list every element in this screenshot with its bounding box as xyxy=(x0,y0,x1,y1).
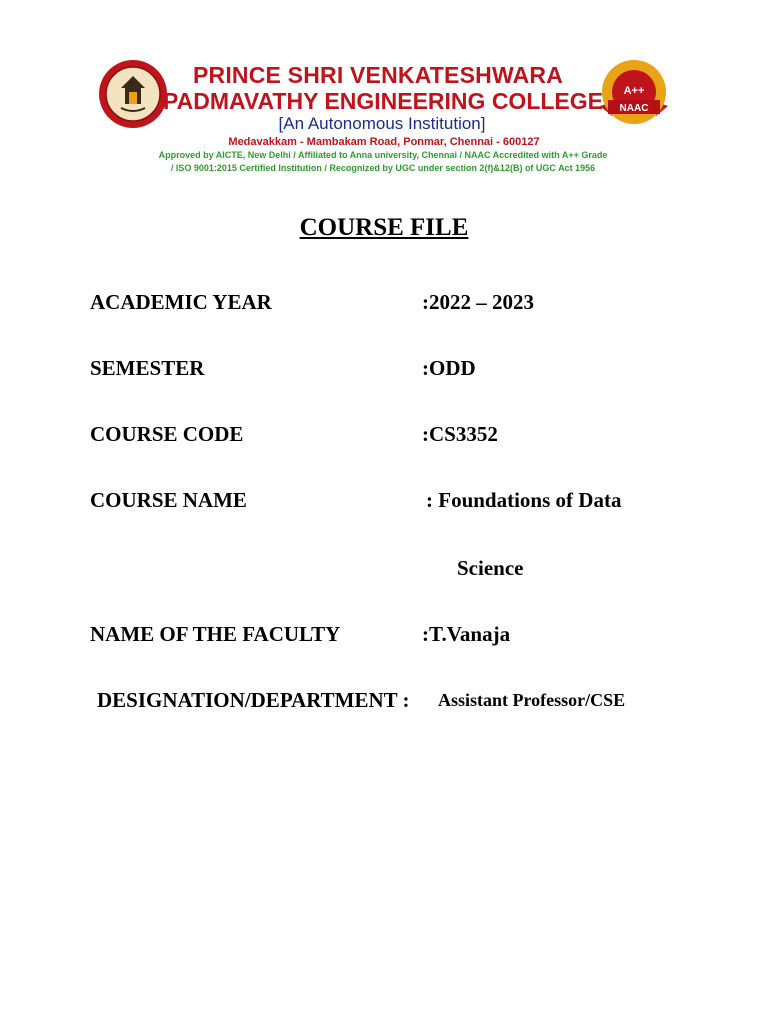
course-name-value-continued: Science xyxy=(457,556,524,580)
designation-value: Assistant Professor/CSE xyxy=(438,690,626,710)
college-address: Medavakkam - Mambakam Road, Ponmar, Chennai - 600127 xyxy=(228,136,540,148)
college-name-line1: PRINCE SHRI VENKATESHWARA xyxy=(192,62,564,88)
course-name-value: : Foundations of Data xyxy=(426,488,622,512)
faculty-name-label: NAME OF THE FACULTY xyxy=(90,622,341,646)
naac-badge-icon xyxy=(594,56,674,132)
course-code-value: :CS3352 xyxy=(422,422,498,446)
semester-value: :ODD xyxy=(422,356,476,380)
college-name-line2: PADMAVATHY ENGINEERING COLLEGE xyxy=(162,88,603,114)
faculty-name-value: :T.Vanaja xyxy=(422,622,511,646)
badge-grade: A++ xyxy=(623,85,645,97)
college-accreditation-line1: Approved by AICTE, New Delhi / Affiliated to Anna university, Chennai / NAAC Accredited with A++ Grade xyxy=(158,150,608,160)
page-title: COURSE FILE xyxy=(299,214,469,241)
college-accreditation-line2: / ISO 9001:2015 Certified Institution / Recognized by UGC under section 2(f)&12(B) of UGC Act 1956 xyxy=(170,163,596,173)
designation-label: DESIGNATION/DEPARTMENT : xyxy=(97,688,410,712)
course-name-label: COURSE NAME xyxy=(90,488,247,512)
academic-year-value: :2022 – 2023 xyxy=(422,290,534,314)
course-code-label: COURSE CODE xyxy=(90,422,244,446)
semester-label: SEMESTER xyxy=(90,356,205,380)
college-header xyxy=(0,0,768,190)
academic-year-label: ACADEMIC YEAR xyxy=(90,290,272,314)
badge-naac: NAAC xyxy=(619,103,649,114)
college-subtitle: [An Autonomous Institution] xyxy=(278,114,486,133)
